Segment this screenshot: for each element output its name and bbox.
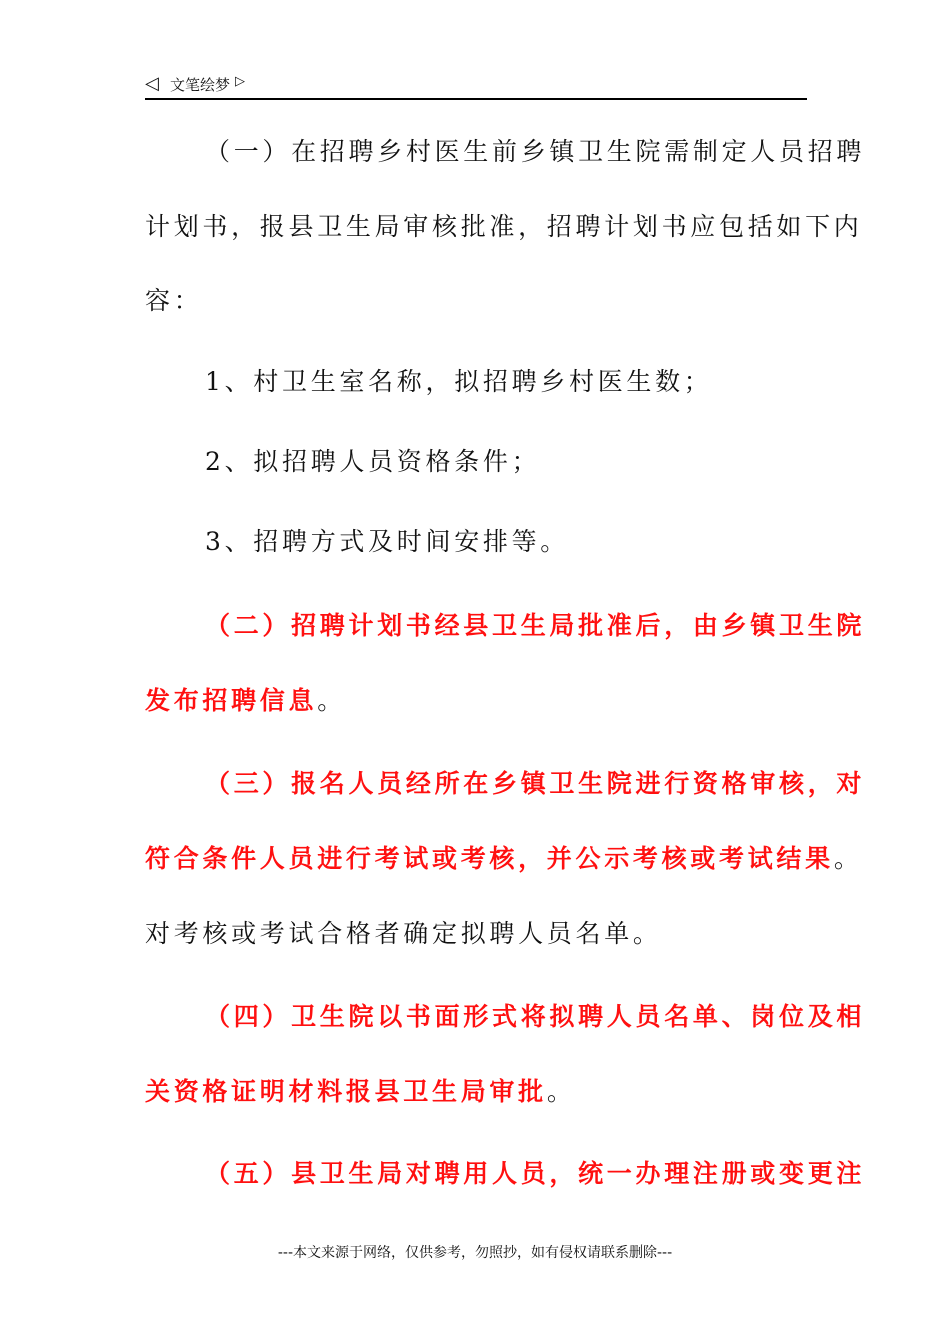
page-footer: ---本文来源于网络，仅供参考，勿照抄，如有侵权请联系删除--- — [277, 1245, 673, 1261]
paragraph-1-line-1: （一）在招聘乡村医生前乡镇卫生院需制定人员招聘 — [205, 137, 866, 166]
paragraph-1-line-2: 计划书，报县卫生局审核批准，招聘计划书应包括如下内 — [145, 212, 863, 241]
paragraph-3-line-2 — [145, 843, 863, 875]
paragraph-4-line-2 — [145, 1076, 576, 1108]
paragraph-4-line-2-text: 关资格证明材料报县卫生局审批 — [145, 1077, 547, 1106]
paragraph-2-line-2 — [145, 685, 346, 717]
paragraph-2-line-1: （二）招聘计划书经县卫生局批准后，由乡镇卫生院 — [205, 611, 866, 640]
list-item-3: 3、招聘方式及时间安排等。 — [205, 527, 570, 556]
paragraph-2-line-2-text: 发布招聘信息 — [145, 686, 318, 715]
right-triangle-icon: ▷ — [235, 74, 245, 89]
paragraph-5-line-1: （五）县卫生局对聘用人员，统一办理注册或变更注 — [205, 1159, 866, 1188]
page-header — [145, 70, 807, 100]
list-item-2: 2、拟招聘人员资格条件； — [205, 447, 541, 476]
paragraph-1-line-3: 容： — [145, 286, 203, 315]
paragraph-4-period: 。 — [546, 1077, 576, 1106]
paragraph-3-period: 。 — [833, 844, 863, 873]
paragraph-3-line-3: 对考核或考试合格者确定拟聘人员名单。 — [145, 919, 662, 948]
left-triangle-icon: ◁ — [145, 73, 159, 94]
paragraph-3-line-1: （三）报名人员经所在乡镇卫生院进行资格审核，对 — [205, 769, 866, 798]
list-item-1: 1、村卫生室名称，拟招聘乡村医生数； — [205, 367, 713, 396]
paragraph-4-line-1: （四）卫生院以书面形式将拟聘人员名单、岗位及相 — [205, 1002, 866, 1031]
paragraph-3-line-2-text: 符合条件人员进行考试或考核，并公示考核或考试结果 — [145, 844, 834, 873]
paragraph-2-period: 。 — [317, 686, 346, 715]
header-title: 文笔绘梦 — [170, 76, 231, 94]
